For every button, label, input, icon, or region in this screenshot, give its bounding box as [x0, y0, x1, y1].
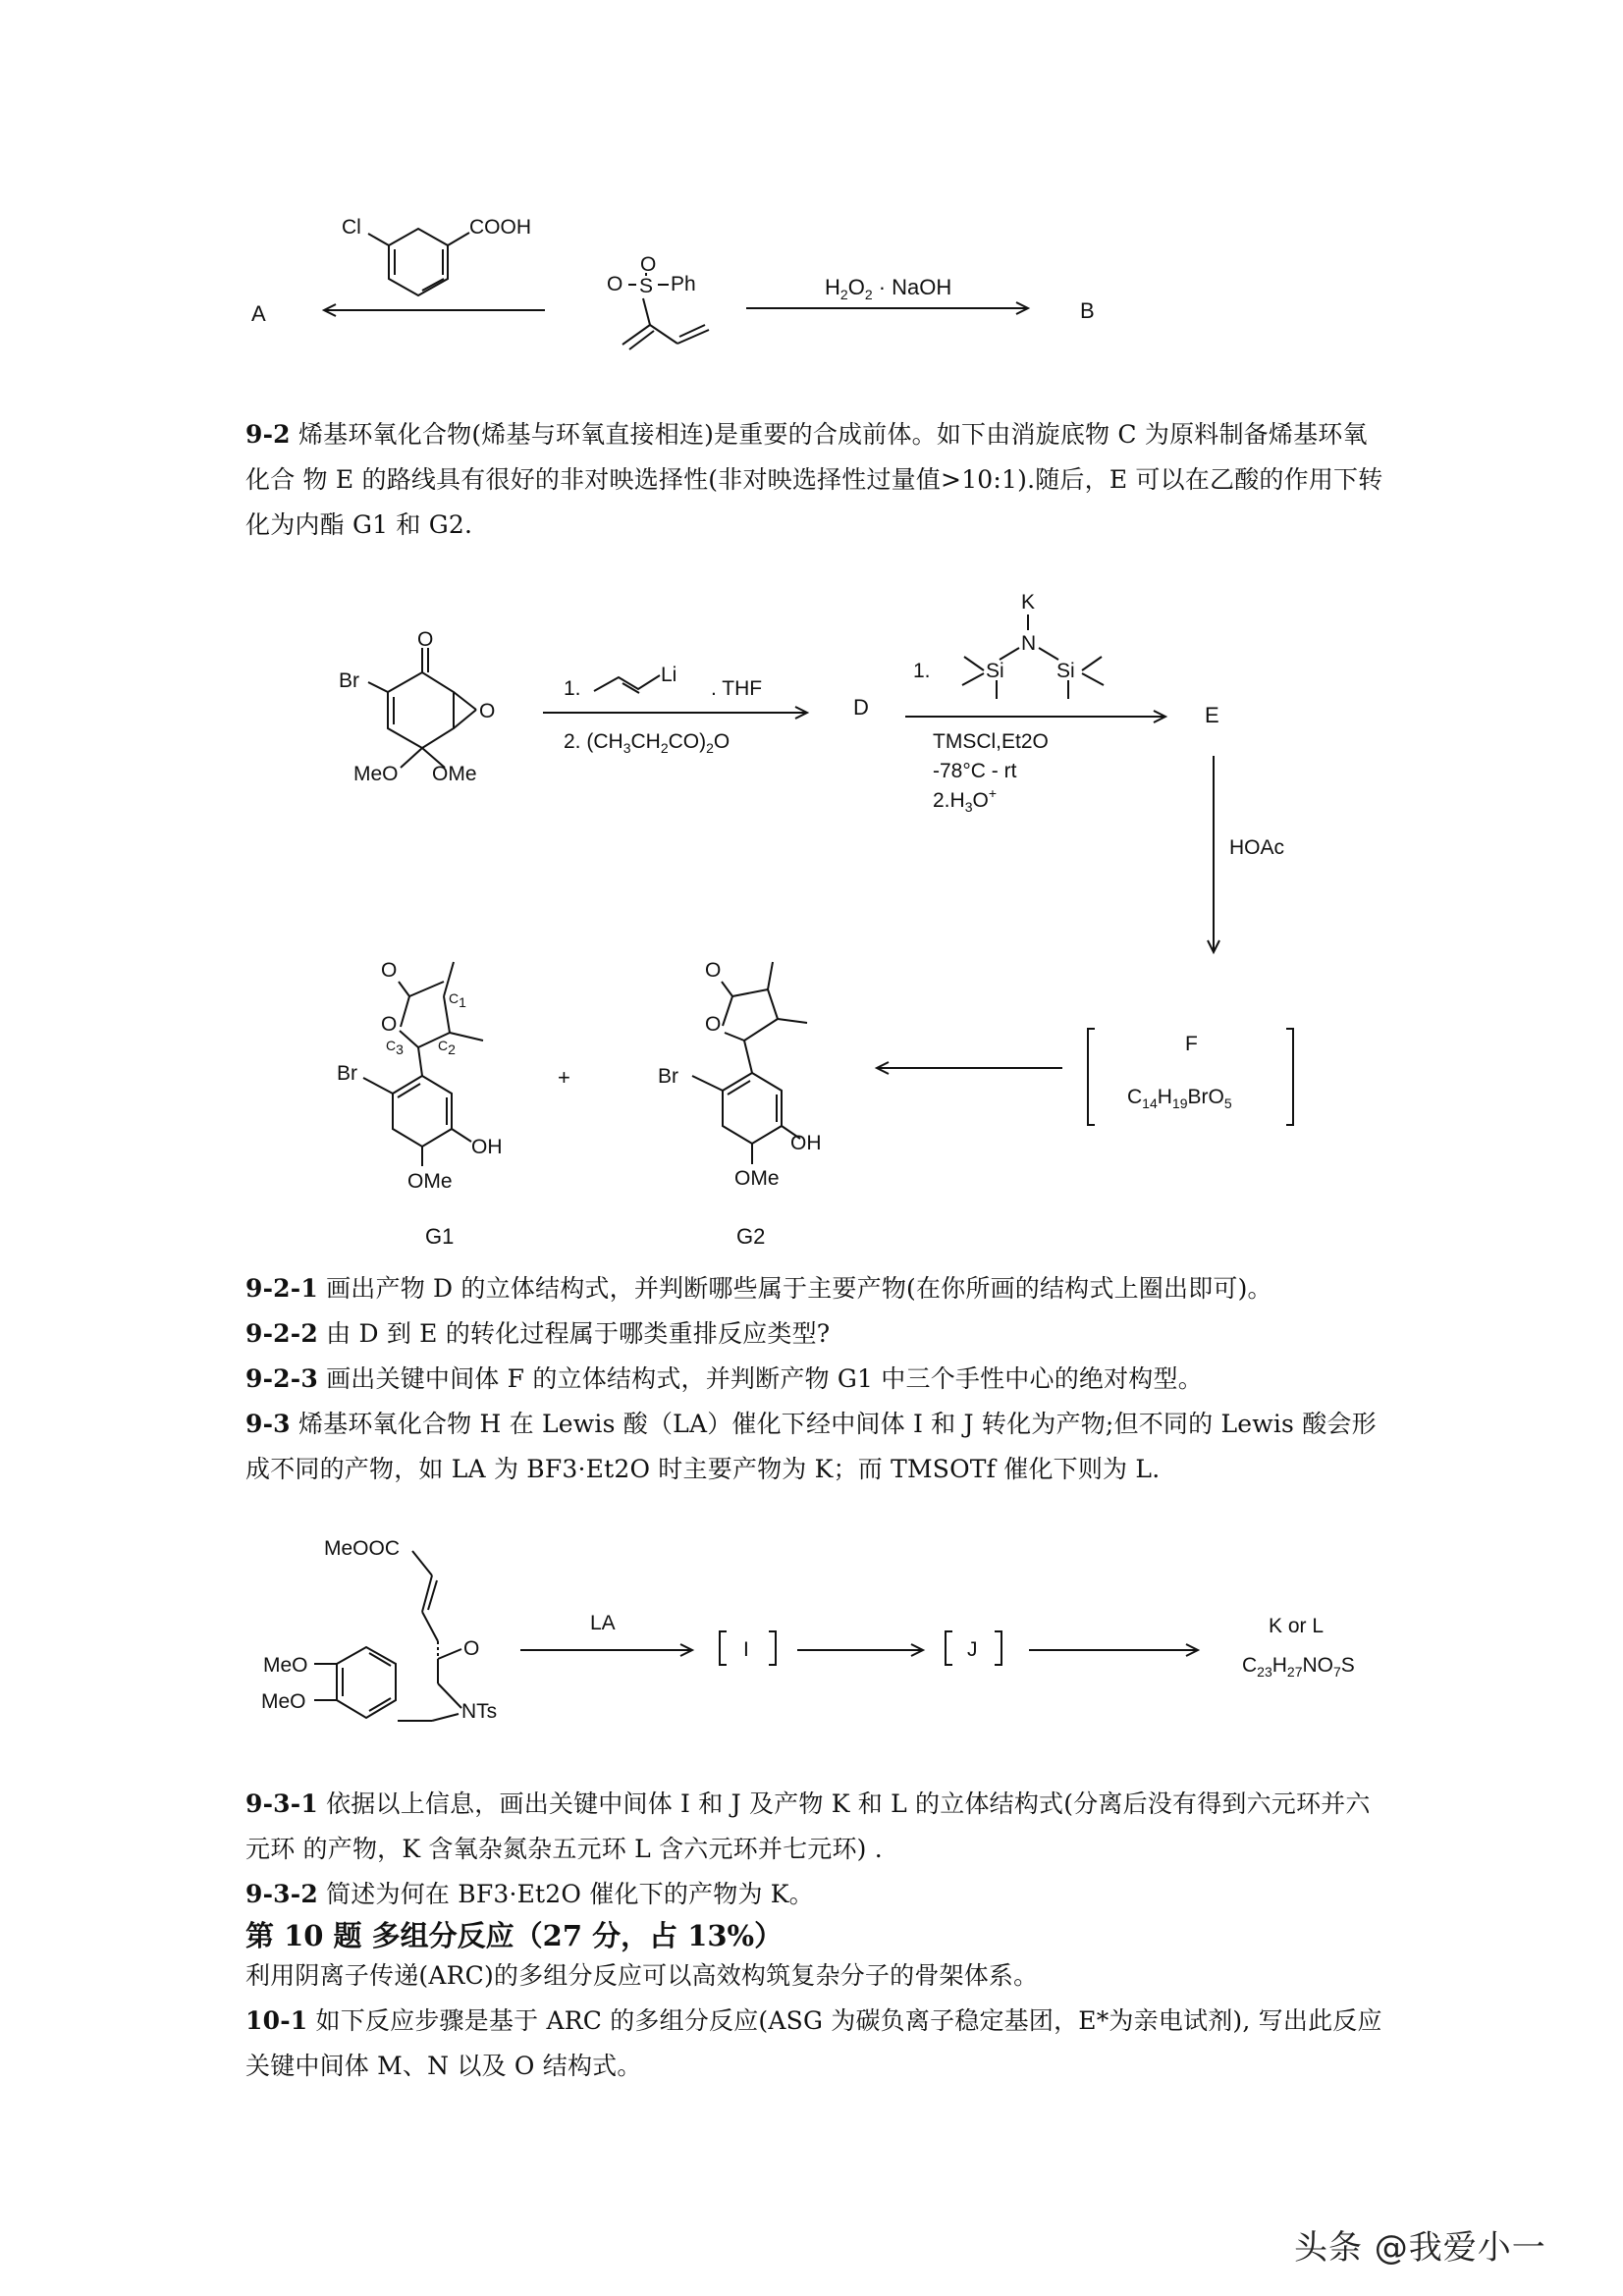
si-right: Si	[1056, 660, 1075, 682]
lactone-g1	[337, 959, 503, 1193]
si-left: Si	[986, 660, 1004, 682]
product-a: A	[251, 301, 266, 326]
q-num-9-3-2: 9-3-2	[245, 1880, 318, 1908]
hoac-label: HOAc	[1229, 836, 1285, 859]
epox-o-label: O	[463, 1637, 480, 1660]
text-9-2: 烯基环氧化合物(烯基与环氧直接相连)是重要的合成前体。如下由消旋底物 C 为原料制备烯基环氧化合 物 E 的路线具有很好的非对映选择性(非对映选择性过量值>10:1).随后，E 可以在乙酸的作用下转化为内酯 G1 和 G2.	[245, 420, 1383, 539]
c3-label: C3	[386, 1038, 404, 1057]
nts-label: NTs	[461, 1700, 498, 1723]
k-or-l-label: K or L	[1269, 1615, 1325, 1637]
meo-upper: MeO	[263, 1654, 308, 1677]
product-b: B	[1080, 298, 1095, 323]
q-text-9-2-1: 画出产物 D 的立体结构式，并判断哪些属于主要产物(在你所画的结构式上圈出即可)。	[326, 1274, 1272, 1303]
sulfonyl-s: S	[639, 275, 654, 297]
g2-br: Br	[658, 1065, 678, 1088]
epoxide-o: O	[479, 700, 496, 722]
kl-formula: $C_{23}H_{27}NO_7S$	[1242, 1654, 1355, 1680]
g1-ome: OMe	[407, 1170, 453, 1193]
bracket-j-left	[946, 1631, 952, 1665]
bracket-left	[1088, 1029, 1095, 1125]
q-num-10-1: 10-1	[245, 2006, 308, 2035]
scheme-1	[0, 0, 1623, 412]
g1-label: G1	[425, 1224, 455, 1249]
q-text-9-2-3: 画出关键中间体 F 的立体结构式，并判断产物 G1 中三个手性中心的绝对构型。	[326, 1364, 1203, 1393]
chlorobenzoic-acid-structure	[342, 216, 531, 295]
sulfonyl-o-left: O	[607, 273, 623, 295]
la-label: LA	[590, 1612, 616, 1634]
sulfonyl-o-top: O	[640, 253, 657, 276]
k-atom: K	[1021, 591, 1036, 614]
q-text-9-3-1: 依据以上信息，画出关键中间体 I 和 J 及产物 K 和 L 的立体结构式(分离后没有得到六元环并六元环 的产物，K 含氧杂氮杂五元环 L 含六元环并七元环) .	[245, 1789, 1371, 1863]
c2-label: C2	[438, 1038, 456, 1057]
intermediate-f: F	[1185, 1033, 1198, 1055]
bracket-i-left	[720, 1631, 727, 1665]
q-num-9-2-3: 9-2-3	[245, 1364, 318, 1393]
q-num-9-3-1: 9-3-1	[245, 1789, 318, 1818]
propenyl-chain	[594, 675, 660, 691]
step2-reagent: 2. $(CH_3CH_2CO)_2O$	[564, 730, 730, 756]
g2-ome: OMe	[734, 1167, 780, 1190]
scheme-2	[0, 579, 1623, 1266]
f-formula: $C_{14}H_{19}BrO_5$	[1127, 1086, 1232, 1111]
chloro-label: Cl	[342, 216, 361, 239]
scheme-3	[0, 1522, 1623, 1767]
watermark: 头条 @我爱小一	[1294, 2228, 1546, 2268]
lactone-g2	[658, 959, 822, 1190]
step1-num: 1.	[564, 677, 581, 700]
q-text-9-3-2: 简述为何在 BF3·Et2O 催化下的产物为 K。	[326, 1880, 814, 1908]
h2o2-naoh-label: $H_2O_2$ · NaOH	[825, 275, 952, 302]
q-text-10-1: 如下反应步骤是基于 ARC 的多组分反应(ASG 为碳负离子稳定基团，E*为亲电试剂), 写出此反应关键中间体 M、N 以及 O 结构式。	[245, 2006, 1382, 2080]
meooc-label: MeOOC	[324, 1537, 401, 1560]
plus-sign: +	[558, 1065, 570, 1090]
product-e: E	[1205, 703, 1219, 727]
starting-material-c	[339, 628, 495, 785]
cond-h3o: $2.H_3O^+$	[933, 785, 998, 815]
c1-label: C1	[449, 990, 466, 1010]
intermediate-j: J	[967, 1638, 978, 1661]
step-e-num: 1.	[913, 660, 931, 682]
sm-meo: MeO	[353, 763, 399, 785]
section-10-title: 第 10 题 多组分反应（27 分，占 13%）	[245, 1919, 784, 1952]
li-label: Li	[661, 664, 677, 686]
g1-br: Br	[337, 1062, 357, 1085]
q-num-9-2: 9-2	[245, 420, 291, 449]
intermediate-i: I	[743, 1638, 749, 1661]
n-atom: N	[1021, 632, 1037, 655]
bracket-j-right	[995, 1631, 1001, 1665]
q-num-9-3: 9-3	[245, 1410, 291, 1438]
paragraph-9-3-1	[245, 1782, 1384, 1917]
epoxide-h-structure	[261, 1537, 497, 1723]
q-num-9-2-1: 9-2-1	[245, 1274, 318, 1303]
ketone-o: O	[417, 628, 434, 651]
g2-label: G2	[736, 1224, 766, 1249]
g1-carbonyl-o: O	[381, 959, 398, 982]
bracket-i-right	[769, 1631, 776, 1665]
q-num-9-2-2: 9-2-2	[245, 1319, 318, 1348]
text-10-intro: 利用阴离子传递(ARC)的多组分反应可以高效构筑复杂分子的骨架体系。	[245, 1961, 1039, 1990]
sulfonyl-diene-structure	[607, 253, 709, 349]
thf-label: . THF	[711, 677, 763, 700]
g1-oh: OH	[471, 1136, 503, 1158]
paragraph-10	[245, 1953, 1384, 2089]
sm-br: Br	[339, 669, 359, 692]
paragraph-9-2	[245, 412, 1384, 548]
meo-lower: MeO	[261, 1690, 306, 1713]
product-d: D	[853, 695, 869, 720]
cond-temp: -78°C - rt	[933, 760, 1017, 782]
text-9-3: 烯基环氧化合物 H 在 Lewis 酸（LA）催化下经中间体 I 和 J 转化为产物;但不同的 Lewis 酸会形成不同的产物，如 LA 为 BF3·Et2O 时主要产物为 K；而 TMSOTf 催化下则为 L.	[245, 1410, 1377, 1483]
khmds-structure	[962, 591, 1104, 699]
g2-oh: OH	[790, 1132, 822, 1154]
cond-tmscl: TMSCl,Et2O	[933, 730, 1049, 753]
bracket-right	[1286, 1029, 1293, 1125]
sulfonyl-ph: Ph	[671, 273, 696, 295]
sm-ome: OMe	[432, 763, 477, 785]
g1-ring-o: O	[381, 1013, 398, 1036]
questions-block	[245, 1266, 1384, 1492]
cooh-label: COOH	[469, 216, 531, 239]
g2-ring-o: O	[705, 1013, 722, 1036]
q-text-9-2-2: 由 D 到 E 的转化过程属于哪类重排反应类型?	[326, 1319, 831, 1348]
g2-carbonyl-o: O	[705, 959, 722, 982]
